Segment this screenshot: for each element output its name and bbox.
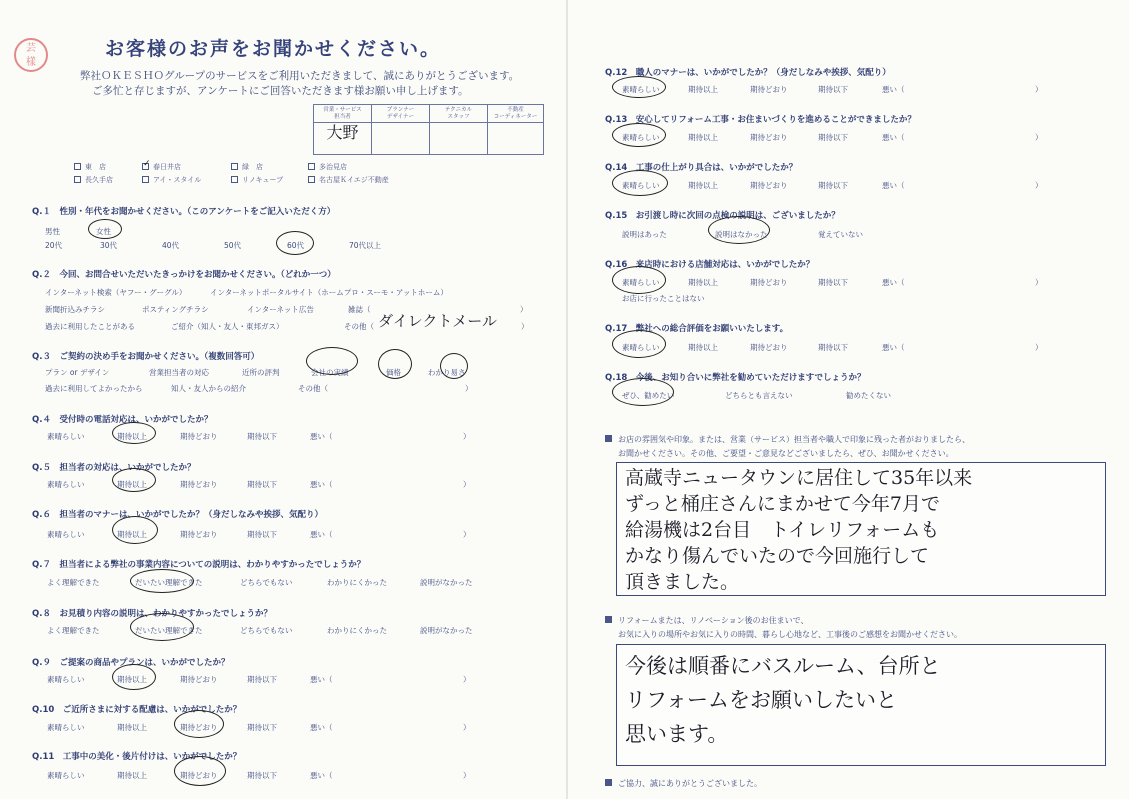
answer-circle: [276, 231, 314, 255]
answer-option[interactable]: 期待以下: [818, 181, 848, 190]
answer-option[interactable]: どちらでもない: [240, 578, 293, 587]
answer-option: ）: [520, 305, 528, 314]
answer-option[interactable]: だいたい理解できた: [135, 626, 203, 635]
comment-1-prompt: お店の雰囲気や印象。または、営業（サービス）担当者や職人で印象に残った者がおりましたら、 お聞かせください。その他、ご要望・ご意見などございましたら、ぜひ、お聞かせください。: [605, 433, 970, 461]
answer-option[interactable]: 期待どおり: [180, 432, 218, 441]
checkbox[interactable]: [308, 163, 315, 170]
comment-1-line: 給湯機は2台目 トイレリフォームも: [625, 519, 940, 541]
staff-header-planner: プランナー デザイナー: [372, 105, 430, 123]
answer-option[interactable]: 悪い（: [882, 181, 905, 190]
answer-option[interactable]: 期待以下: [247, 723, 277, 732]
answer-circle: [112, 468, 156, 492]
answer-option[interactable]: 素晴らしい: [622, 133, 660, 142]
answer-option: ）: [465, 384, 473, 393]
question-11: Q.11 工事中の美化・後片付けは、いかがでしたか？: [32, 750, 241, 762]
answer-option[interactable]: 説明がなかった: [420, 626, 473, 635]
answer-option: ）: [463, 723, 471, 732]
answer-option: ）: [463, 771, 471, 780]
answer-option[interactable]: 期待どおり: [180, 723, 218, 732]
answer-option[interactable]: どちらとも言えない: [725, 391, 793, 400]
answer-circle: [612, 76, 666, 98]
answer-option[interactable]: 70代以上: [349, 241, 382, 250]
checkbox[interactable]: [74, 163, 81, 170]
answer-option[interactable]: 期待以下: [247, 530, 277, 539]
answer-option[interactable]: 会社の実績: [311, 368, 349, 377]
answer-option[interactable]: プラン or デザイン: [45, 368, 110, 377]
question-4: Q.４ 受付時の電話対応は、いかがでしたか？: [32, 413, 212, 425]
answer-option[interactable]: 期待どおり: [750, 278, 788, 287]
answer-option[interactable]: 期待どおり: [180, 480, 218, 489]
answer-option: ）: [521, 322, 529, 331]
question-5: Q.５ 担当者の対応は、いかがでしたか？: [32, 461, 195, 473]
staff-table: [313, 104, 544, 155]
answer-option[interactable]: 悪い（: [882, 278, 905, 287]
staff-cell-sales[interactable]: [314, 123, 372, 155]
answer-option: ）: [1035, 181, 1043, 190]
answer-option[interactable]: 女性: [96, 227, 111, 236]
branch-option[interactable]: 名古屋Ｋイエジ不動産: [308, 175, 389, 185]
staff-handwritten-name: 大野: [326, 123, 359, 142]
answer-option[interactable]: 過去に利用してよかったから: [45, 384, 143, 393]
answer-option[interactable]: 期待以下: [818, 133, 848, 142]
answer-option[interactable]: 悪い（: [310, 480, 333, 489]
answer-option[interactable]: 期待以上: [117, 675, 147, 684]
answer-option[interactable]: 30代: [100, 241, 118, 250]
staff-header-realestate: 不動産 コーディネーター: [488, 105, 544, 123]
question-1: Q.１ 性別・年代をお聞かせください。（このアンケートをご記入いただく方）: [32, 205, 335, 217]
question-7: Q.７ 担当者による弊社の事業内容についての説明は、わかりやすかったでしょうか？: [32, 558, 365, 570]
answer-option[interactable]: 素晴らしい: [47, 675, 85, 684]
answer-option[interactable]: 期待以上: [117, 530, 147, 539]
intro-line-2: ご多忙と存じますが、アンケートにご回答いただきます様お願い申し上げます。: [92, 85, 469, 97]
answer-circle: [440, 353, 468, 379]
answer-option[interactable]: 悪い（: [310, 675, 333, 684]
answer-option[interactable]: ぜひ、勧めたい: [622, 391, 675, 400]
answer-option[interactable]: 期待以下: [818, 343, 848, 352]
question-9: Q.９ ご提案の商品やプランは、いかがでしたか？: [32, 656, 229, 668]
answer-option[interactable]: 男性: [45, 227, 60, 236]
answer-circle: [174, 710, 224, 738]
answer-option[interactable]: その他（: [298, 384, 328, 393]
answer-option[interactable]: 勧めたくない: [846, 391, 891, 400]
answer-option[interactable]: 説明がなかった: [420, 578, 473, 587]
staff-cell-planner[interactable]: [372, 123, 430, 155]
checkbox[interactable]: [308, 176, 315, 183]
question-13: Q.13 安心してリフォーム工事・お住まいづくりを進めることができましたか？: [605, 113, 916, 125]
answer-circle: [378, 349, 412, 379]
answer-circle: [130, 569, 194, 593]
answer-option[interactable]: インターネットポータルサイト（ホームプロ・スーモ・アットホーム）: [210, 288, 448, 297]
answer-option[interactable]: 悪い（: [310, 771, 333, 780]
branch-option[interactable]: ✓ 春日井店: [142, 162, 181, 172]
answer-option[interactable]: だいたい理解できた: [135, 578, 203, 587]
question-8: Q.８ お見積り内容の説明は、わかりやすかったでしょうか？: [32, 607, 272, 619]
answer-option[interactable]: 知人・友人からの紹介: [171, 384, 246, 393]
answer-option[interactable]: 期待以上: [688, 343, 718, 352]
answer-circle: [612, 330, 666, 358]
answer-circle: [612, 123, 666, 147]
answer-option[interactable]: 価格: [386, 368, 401, 377]
comment-2-line: 思います。: [625, 722, 729, 746]
answer-option[interactable]: 40代: [162, 241, 180, 250]
checkbox[interactable]: [231, 163, 238, 170]
thank-you-note: ご協力、誠にありがとうございました。: [605, 778, 762, 789]
answer-option[interactable]: 素晴らしい: [47, 771, 85, 780]
answer-circle: [612, 378, 674, 406]
answer-option[interactable]: 素晴らしい: [622, 278, 660, 287]
answer-option[interactable]: 期待以下: [818, 85, 848, 94]
answer-option[interactable]: 期待以下: [247, 480, 277, 489]
answer-option[interactable]: 悪い（: [310, 530, 333, 539]
staff-header-sales: 営業・サービス 担当者: [314, 105, 372, 123]
answer-option[interactable]: 期待以下: [247, 675, 277, 684]
answer-option: ）: [463, 432, 471, 441]
comment-1-line: 頂きました。: [625, 571, 740, 593]
answer-option[interactable]: 素晴らしい: [47, 723, 85, 732]
branch-option[interactable]: 多治見店: [308, 162, 347, 172]
branch-option[interactable]: アイ・スタイル: [142, 175, 201, 185]
answer-option[interactable]: ポスティングチラシ: [142, 305, 209, 314]
comment-2-box[interactable]: [616, 644, 1106, 766]
seal-stamp: 芸 樣: [14, 38, 48, 72]
answer-circle: [612, 266, 666, 294]
staff-cell-technical[interactable]: [430, 123, 488, 155]
square-bullet-icon: [605, 779, 612, 786]
answer-option[interactable]: 50代: [224, 241, 242, 250]
answer-option[interactable]: 期待以下: [247, 771, 277, 780]
answer-option[interactable]: 新聞折込みチラシ: [45, 305, 105, 314]
branch-option[interactable]: 東 店: [74, 162, 106, 172]
answer-option[interactable]: 素晴らしい: [622, 85, 660, 94]
answer-option[interactable]: 期待以上: [117, 723, 147, 732]
answer-option[interactable]: 素晴らしい: [47, 432, 85, 441]
answer-option[interactable]: わかりにくかった: [327, 626, 387, 635]
comment-1-line: 高蔵寺ニュータウンに居住して35年以来: [625, 467, 973, 489]
answer-option[interactable]: わかり易さ: [428, 368, 466, 377]
question-15: Q.15 お引渡し時に次回の点検の説明は、ございましたか？: [605, 209, 840, 221]
answer-option[interactable]: 期待以上: [688, 278, 718, 287]
answer-option[interactable]: 期待どおり: [750, 343, 788, 352]
answer-option[interactable]: 期待どおり: [180, 771, 218, 780]
answer-option[interactable]: 期待以上: [117, 432, 147, 441]
answer-circle: [112, 422, 156, 444]
question-12: Q.12 職人のマナーは、いかがでしたか？（身だしなみや挨拶、気配り）: [605, 66, 891, 78]
question-2: Q.２ 今回、お問合せいただいたきっかけをお聞かせください。（どれか一つ）: [32, 268, 336, 280]
answer-option[interactable]: 期待どおり: [750, 181, 788, 190]
answer-circle: [130, 613, 194, 641]
answer-option[interactable]: よく理解できた: [47, 578, 100, 587]
answer-option[interactable]: 期待以上: [117, 480, 147, 489]
checkbox[interactable]: [231, 176, 238, 183]
branch-option[interactable]: 長久手店: [74, 175, 113, 185]
question-3: Q.３ ご契約の決め手をお聞かせください。（複数回答可）: [32, 350, 259, 362]
answer-circle: [112, 664, 156, 690]
answer-circle: [174, 756, 226, 786]
answer-option: ）: [1035, 278, 1043, 287]
answer-option: ）: [463, 530, 471, 539]
answer-option[interactable]: 雑誌（: [348, 305, 371, 314]
question-16: Q.16 来店時における店舗対応は、いかがでしたか？: [605, 258, 814, 270]
question-6: Q.６ 担当者のマナーは、いかがでしたか？（身だしなみや挨拶、気配り）: [32, 508, 323, 520]
answer-option[interactable]: 期待どおり: [180, 530, 218, 539]
answer-option[interactable]: 期待以下: [247, 432, 277, 441]
answer-option[interactable]: その他（: [344, 322, 374, 331]
staff-cell-realestate[interactable]: [488, 123, 544, 155]
answer-option[interactable]: 説明はなかった: [715, 230, 768, 239]
checkbox[interactable]: [74, 176, 81, 183]
answer-option[interactable]: よく理解できた: [47, 626, 100, 635]
handwritten-other-answer: ダイレクトメール: [378, 312, 497, 330]
answer-circle: [88, 219, 122, 239]
answer-option[interactable]: ご紹介（知人・友人・東邦ガス）: [171, 322, 284, 331]
answer-option[interactable]: 期待どおり: [750, 85, 788, 94]
answer-option[interactable]: 素晴らしい: [622, 181, 660, 190]
answer-option[interactable]: 悪い（: [310, 432, 333, 441]
answer-option[interactable]: 素晴らしい: [47, 530, 85, 539]
answer-option: ）: [1035, 85, 1043, 94]
branch-option[interactable]: 緑 店: [231, 162, 263, 172]
answer-option[interactable]: 素晴らしい: [622, 343, 660, 352]
comment-2-line: 今後は順番にバスルーム、台所と: [625, 654, 941, 678]
answer-option[interactable]: どちらでもない: [240, 626, 293, 635]
answer-option[interactable]: インターネット広告: [247, 305, 314, 314]
page-fold: [566, 0, 568, 799]
answer-option: ）: [463, 675, 471, 684]
answer-option[interactable]: 期待以上: [688, 181, 718, 190]
answer-option[interactable]: 悪い（: [882, 343, 905, 352]
page-title: お客様のお声をお聞かせください。: [105, 38, 442, 60]
comment-1-line: ずっと桶庄さんにまかせて今年7月で: [625, 493, 940, 515]
answer-option[interactable]: 期待どおり: [750, 133, 788, 142]
checkbox[interactable]: [142, 176, 149, 183]
answer-option[interactable]: 説明はあった: [622, 230, 667, 239]
answer-option[interactable]: 素晴らしい: [47, 480, 85, 489]
answer-option[interactable]: 期待以上: [688, 85, 718, 94]
answer-option[interactable]: 期待どおり: [180, 675, 218, 684]
answer-option[interactable]: インターネット検索（ヤフー・グーグル）: [45, 288, 187, 297]
answer-option[interactable]: 20代: [45, 241, 63, 250]
answer-option[interactable]: わかりにくかった: [327, 578, 387, 587]
answer-option[interactable]: 期待以上: [688, 133, 718, 142]
branch-option[interactable]: リノキューブ: [231, 175, 283, 185]
staff-header-technical: テクニカル スタッフ: [430, 105, 488, 123]
checkbox-checked[interactable]: [142, 163, 149, 170]
question-17: Q.17 弊社への総合評価をお願いいたします。: [605, 322, 788, 334]
answer-option: ）: [1035, 133, 1043, 142]
answer-option[interactable]: 営業担当者の対応: [149, 368, 209, 377]
comment-2-line: リフォームをお願いしたいと: [625, 688, 897, 712]
answer-circle: [112, 516, 158, 544]
answer-option[interactable]: 悪い（: [882, 133, 905, 142]
answer-circle: [306, 347, 358, 375]
comment-2-prompt: リフォームまたは、リノベーション後のお住まいで、 お気に入りの場所やお気に入りの時間、暮らし心地など、工事後のご感想をお聞かせください。: [605, 614, 962, 642]
question-18: Q.18 今後、お知り合いに弊社を勧めていただけますでしょうか？: [605, 371, 866, 383]
answer-option[interactable]: お店に行ったことはない: [622, 294, 705, 303]
answer-option[interactable]: 悪い（: [310, 723, 333, 732]
square-bullet-icon: [605, 435, 612, 442]
answer-option[interactable]: 期待以上: [117, 771, 147, 780]
comment-1-box[interactable]: [616, 462, 1106, 596]
answer-option[interactable]: 60代: [287, 241, 305, 250]
square-bullet-icon: [605, 616, 612, 623]
answer-option[interactable]: 近所の評判: [242, 368, 280, 377]
question-10: Q.10 ご近所さまに対する配慮は、いかがでしたか？: [32, 703, 241, 715]
intro-line-1: 弊社ＯＫＥＳＨＯグループのサービスをご利用いただきまして、誠にありがとうございます。: [80, 70, 520, 82]
answer-option[interactable]: 覚えていない: [818, 230, 863, 239]
answer-option[interactable]: 悪い（: [882, 85, 905, 94]
answer-option[interactable]: 過去に利用したことがある: [45, 322, 135, 331]
question-14: Q.14 工事の仕上がり具合は、いかがでしたか？: [605, 161, 797, 173]
answer-option: ）: [463, 480, 471, 489]
answer-option: ）: [1035, 343, 1043, 352]
answer-circle: [708, 216, 770, 244]
answer-option[interactable]: 期待以下: [818, 278, 848, 287]
answer-circle: [612, 170, 668, 196]
comment-1-line: かなり傷んでいたので今回施行して: [625, 545, 930, 567]
